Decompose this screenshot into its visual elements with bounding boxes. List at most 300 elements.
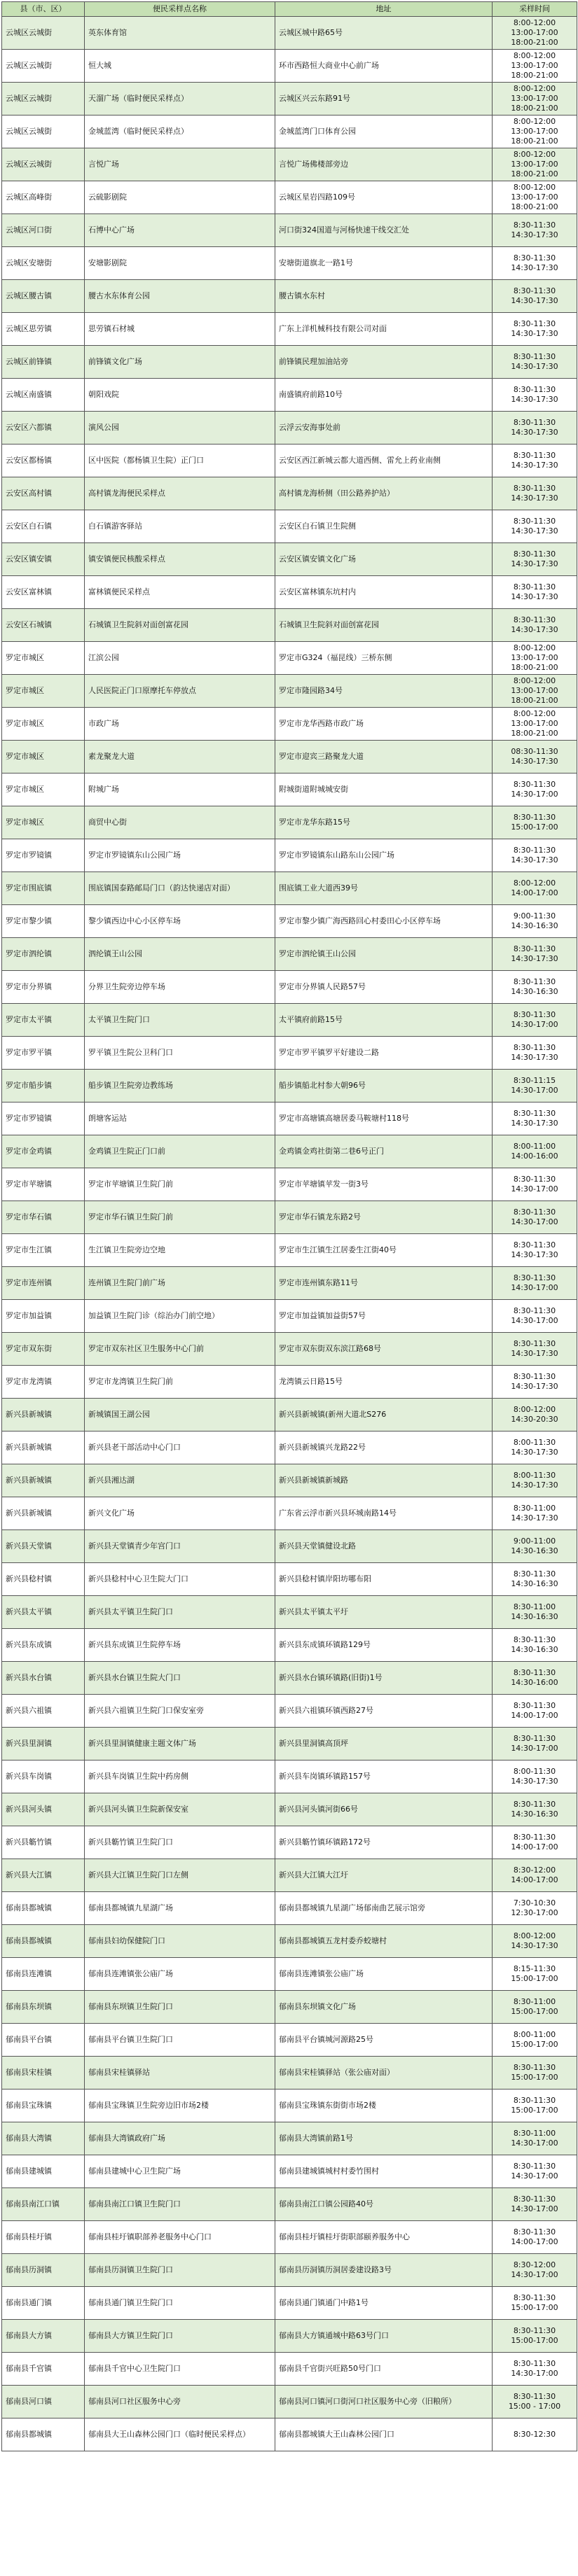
time-slot: 15:00-17:00 (511, 2073, 558, 2082)
site-name-cell: 罗定市双东社区卫生服务中心门前 (85, 1333, 275, 1366)
address-cell: 新兴县河头镇河街66号 (275, 1793, 493, 1826)
table-row (2, 313, 577, 346)
time-slot: 14:30-17:30 (511, 1513, 558, 1522)
site-name-cell: 镇安镇便民核酸采样点 (85, 543, 275, 576)
district-cell: 云安区富林镇 (2, 576, 85, 609)
time-cell (493, 905, 577, 938)
time-cell (493, 708, 577, 741)
time-cell (493, 1892, 577, 1925)
header-address: 地址 (275, 2, 493, 17)
table-row (2, 477, 577, 510)
time-slot: 18:00-21:00 (511, 663, 558, 672)
time-cell (493, 2287, 577, 2320)
time-cell (493, 741, 577, 774)
district-cell: 郁南县河口镇 (2, 2386, 85, 2418)
time-slot: 8:00-12:00 (513, 1931, 556, 1940)
address-cell: 云城区兴云东路91号 (275, 83, 493, 115)
time-slot: 14:30-17:30 (511, 1119, 558, 1128)
time-slot: 8:30-11:30 (513, 253, 556, 262)
time-cell (493, 247, 577, 280)
district-cell: 罗定市龙湾镇 (2, 1366, 85, 1399)
time-slot: 14:30-16:30 (511, 1579, 558, 1588)
time-slot: 18:00-21:00 (511, 136, 558, 146)
district-cell: 郁南县通门镇 (2, 2287, 85, 2320)
district-cell: 新兴县天堂镇 (2, 1530, 85, 1563)
time-cell (493, 642, 577, 675)
time-cell (493, 1859, 577, 1892)
site-name-cell: 新兴县东成镇卫生院停车场 (85, 1629, 275, 1662)
site-name-cell: 新兴县老干部活动中心门口 (85, 1432, 275, 1464)
time-cell (493, 971, 577, 1004)
time-slot: 8:30-11:30 (513, 1240, 556, 1250)
table-row (2, 148, 577, 181)
district-cell: 云城区云城街 (2, 83, 85, 115)
district-cell: 郁南县历洞镇 (2, 2254, 85, 2287)
time-slot: 8:00-12:00 (513, 150, 556, 159)
time-cell (493, 806, 577, 839)
time-slot: 14:30-16:30 (511, 1612, 558, 1621)
time-slot: 13:00-17:00 (511, 192, 558, 202)
district-cell: 罗定市双东街 (2, 1333, 85, 1366)
district-cell: 云安区六都镇 (2, 412, 85, 444)
time-cell (493, 181, 577, 214)
time-cell (493, 17, 577, 50)
time-slot: 8:00-11:00 (513, 2030, 556, 2039)
table-row (2, 905, 577, 938)
time-slot: 14:30-17:00 (511, 1184, 558, 1194)
site-name-cell: 腰古水东体育公园 (85, 280, 275, 313)
time-slot: 8:30-11:30 (513, 846, 556, 855)
district-cell: 新兴县簕竹镇 (2, 1826, 85, 1859)
address-cell: 罗定市华石镇龙东路2号 (275, 1201, 493, 1234)
time-slot: 8:30-11:30 (513, 1701, 556, 1710)
table-row (2, 2188, 577, 2221)
time-slot: 8:30-11:30 (513, 2359, 556, 2368)
site-name-cell: 郁南县建城中心卫生院广场 (85, 2155, 275, 2188)
site-name-cell: 罗定市苹塘镇卫生院门前 (85, 1168, 275, 1201)
table-row (2, 1497, 577, 1530)
site-name-cell: 分界卫生院旁边停车场 (85, 971, 275, 1004)
time-slot: 18:00-21:00 (511, 202, 558, 211)
time-slot: 8:30-11:30 (513, 1306, 556, 1315)
time-slot: 15:00-17:00 (511, 2007, 558, 2016)
table-row (2, 1004, 577, 1037)
time-cell (493, 675, 577, 708)
site-name-cell: 新兴县稔村中心卫生院大门口 (85, 1563, 275, 1596)
address-cell: 郁南县连滩镇张公庙广场 (275, 1958, 493, 1991)
table-row (2, 576, 577, 609)
time-slot: 14:30-17:30 (511, 461, 558, 470)
district-cell: 罗定市苹塘镇 (2, 1168, 85, 1201)
time-slot: 8:30-11:30 (513, 2162, 556, 2171)
time-slot: 8:00-11:30 (513, 1471, 556, 1480)
time-cell (493, 2155, 577, 2188)
time-cell (493, 2221, 577, 2254)
address-cell: 郁南县都城镇大王山森林公园门口 (275, 2418, 493, 2451)
time-slot: 8:00-11:00 (513, 1142, 556, 1151)
address-cell: 郁南县宝珠镇东街街市场2楼 (275, 2090, 493, 2122)
address-cell: 郁南县宋桂镇驿站（张公庙对面） (275, 2057, 493, 2090)
table-row (2, 1629, 577, 1662)
header-sampling-time: 采样时间 (493, 2, 577, 17)
header-district: 县（市、区） (2, 2, 85, 17)
time-slot: 8:00-12:00 (513, 643, 556, 652)
site-name-cell: 言悦广场 (85, 148, 275, 181)
time-slot: 8:30-11:30 (513, 1043, 556, 1052)
time-slot: 14:00-17:00 (511, 1842, 558, 1851)
site-name-cell: 云硫影剧院 (85, 181, 275, 214)
time-slot: 14:00-17:00 (511, 1875, 558, 1884)
site-name-cell: 新兴县湘达湖 (85, 1464, 275, 1497)
table-row (2, 708, 577, 741)
address-cell: 高村镇龙海桥侧（田公路养护站） (275, 477, 493, 510)
address-cell: 云城区星岩四路109号 (275, 181, 493, 214)
time-cell (493, 1563, 577, 1596)
district-cell: 罗定市城区 (2, 642, 85, 675)
district-cell: 郁南县都城镇 (2, 1925, 85, 1958)
district-cell: 罗定市泗纶镇 (2, 938, 85, 971)
table-row (2, 1793, 577, 1826)
table-row (2, 971, 577, 1004)
time-slot: 8:30-11:30 (513, 2063, 556, 2072)
address-cell: 郁南县都城镇九星湖广场郁南曲艺展示馆旁 (275, 1892, 493, 1925)
address-cell: 新兴县水台镇环镇路(旧街)1号 (275, 1662, 493, 1695)
time-cell (493, 839, 577, 872)
time-slot: 14:30-17:30 (511, 1349, 558, 1358)
time-slot: 8:30-11:30 (513, 977, 556, 986)
table-row (2, 741, 577, 774)
site-name-cell: 朗塘客运站 (85, 1102, 275, 1135)
district-cell: 云安区石城镇 (2, 609, 85, 642)
table-row (2, 444, 577, 477)
time-slot: 8:30-11:30 (513, 1800, 556, 1809)
site-name-cell: 新兴文化广场 (85, 1497, 275, 1530)
time-slot: 13:00-17:00 (511, 719, 558, 728)
table-row (2, 774, 577, 806)
time-cell (493, 83, 577, 115)
time-slot: 13:00-17:00 (511, 686, 558, 695)
site-name-cell: 天溜广场（临时便民采样点） (85, 83, 275, 115)
time-cell (493, 1102, 577, 1135)
time-cell (493, 1399, 577, 1432)
time-slot: 7:30-10:30 (513, 1898, 556, 1907)
time-slot: 8:30-11:30 (513, 780, 556, 789)
address-cell: 新兴县簕竹镇环镇路172号 (275, 1826, 493, 1859)
time-slot: 14:30-17:00 (511, 1744, 558, 1753)
table-row (2, 2320, 577, 2353)
sampling-sites-table (1, 1, 577, 2451)
site-name-cell: 新兴县簕竹镇卫生院门口 (85, 1826, 275, 1859)
time-slot: 8:00-11:30 (513, 1438, 556, 1447)
address-cell: 南盛镇府前路10号 (275, 379, 493, 412)
table-row (2, 1300, 577, 1333)
table-row (2, 872, 577, 905)
time-slot: 14:00-17:00 (511, 888, 558, 897)
district-cell: 郁南县连滩镇 (2, 1958, 85, 1991)
district-cell: 罗定市加益镇 (2, 1300, 85, 1333)
time-cell (493, 2386, 577, 2418)
time-slot: 8:30-11:30 (513, 286, 556, 295)
table-row (2, 2386, 577, 2418)
site-name-cell: 石博中心广场 (85, 214, 275, 247)
address-cell: 郁南县千官街兴旺路50号门口 (275, 2353, 493, 2386)
address-cell: 罗定市龙华西路市政广场 (275, 708, 493, 741)
site-name-cell: 罗定市龙湾镇卫生院门前 (85, 1366, 275, 1399)
time-slot: 8:30-11:30 (513, 2194, 556, 2204)
site-name-cell: 郁南县大方镇卫生院门口 (85, 2320, 275, 2353)
time-cell (493, 1728, 577, 1760)
address-cell: 云安区西江新城云都大道西侧、雷允上药业南侧 (275, 444, 493, 477)
table-row (2, 83, 577, 115)
table-row (2, 806, 577, 839)
address-cell: 新兴县新城镇新城路 (275, 1464, 493, 1497)
district-cell: 新兴县河头镇 (2, 1793, 85, 1826)
time-slot: 8:30-11:00 (513, 1602, 556, 1611)
district-cell: 郁南县宝珠镇 (2, 2090, 85, 2122)
time-cell (493, 543, 577, 576)
site-name-cell: 前锋镇文化广场 (85, 346, 275, 379)
table-row (2, 675, 577, 708)
site-name-cell: 安塘影剧院 (85, 247, 275, 280)
time-slot: 9:00-11:30 (513, 911, 556, 920)
table-row (2, 1859, 577, 1892)
site-name-cell: 英东体育馆 (85, 17, 275, 50)
site-name-cell: 黎少镇西边中心小区停车场 (85, 905, 275, 938)
address-cell: 郁南县建城镇城村村委竹围村 (275, 2155, 493, 2188)
time-slot: 8:30-11:30 (513, 1635, 556, 1644)
district-cell: 云安区高村镇 (2, 477, 85, 510)
district-cell: 云城区云城街 (2, 115, 85, 148)
district-cell: 新兴县稔村镇 (2, 1563, 85, 1596)
site-name-cell: 富林镇便民采样点 (85, 576, 275, 609)
site-name-cell: 金城蓝湾（临时便民采样点） (85, 115, 275, 148)
site-name-cell: 新兴县大江镇卫生院门口左侧 (85, 1859, 275, 1892)
time-cell (493, 2418, 577, 2451)
district-cell: 郁南县宋桂镇 (2, 2057, 85, 2090)
time-slot: 8:30-11:30 (513, 451, 556, 460)
district-cell: 罗定市生江镇 (2, 1234, 85, 1267)
time-slot: 14:30-16:30 (511, 921, 558, 930)
site-name-cell: 新兴县天堂镇青少年宫门口 (85, 1530, 275, 1563)
time-cell (493, 1135, 577, 1168)
address-cell: 云安区镇安镇文化广场 (275, 543, 493, 576)
time-slot: 14:30-17:30 (511, 592, 558, 601)
time-cell (493, 346, 577, 379)
table-row (2, 1728, 577, 1760)
district-cell: 郁南县桂圩镇 (2, 2221, 85, 2254)
district-cell: 新兴县里洞镇 (2, 1728, 85, 1760)
district-cell: 郁南县建城镇 (2, 2155, 85, 2188)
address-cell: 龙湾镇云日路15号 (275, 1366, 493, 1399)
time-slot: 14:00-16:00 (511, 1152, 558, 1161)
site-name-cell: 石城镇卫生院斜对面创富花园 (85, 609, 275, 642)
district-cell: 郁南县大湾镇 (2, 2122, 85, 2155)
time-slot: 8:30-11:30 (513, 1010, 556, 1019)
table-row (2, 1958, 577, 1991)
district-cell: 新兴县六祖镇 (2, 1695, 85, 1728)
time-slot: 14:30-17:00 (511, 1283, 558, 1292)
district-cell: 云城区思劳镇 (2, 313, 85, 346)
table-row (2, 1695, 577, 1728)
time-slot: 18:00-21:00 (511, 696, 558, 705)
time-slot: 18:00-21:00 (511, 729, 558, 738)
site-name-cell: 罗平镇卫生院公卫科门口 (85, 1037, 275, 1070)
time-slot: 14:30-17:30 (511, 263, 558, 272)
address-cell: 郁南县通门镇通门中路1号 (275, 2287, 493, 2320)
table-row (2, 346, 577, 379)
table-row (2, 2090, 577, 2122)
time-slot: 13:00-17:00 (511, 94, 558, 103)
time-cell (493, 510, 577, 543)
district-cell: 新兴县东成镇 (2, 1629, 85, 1662)
time-cell (493, 2024, 577, 2057)
time-slot: 14:30-17:00 (511, 1020, 558, 1029)
address-cell: 罗定市分界镇人民路57号 (275, 971, 493, 1004)
time-slot: 14:30-17:30 (511, 296, 558, 305)
address-cell: 郁南县河口镇河口街河口社区服务中心旁（旧粮所） (275, 2386, 493, 2418)
time-slot: 8:30-11:30 (513, 2227, 556, 2236)
time-cell (493, 2057, 577, 2090)
district-cell: 罗定市罗平镇 (2, 1037, 85, 1070)
site-name-cell: 加益镇卫生院门诊（综治办门前空地） (85, 1300, 275, 1333)
address-cell: 罗定市G324（福昆线）三桥东侧 (275, 642, 493, 675)
site-name-cell: 郁南县大王山森林公园门口（临时便民采样点） (85, 2418, 275, 2451)
time-slot: 8:30-11:30 (513, 1175, 556, 1184)
address-cell: 云安区白石镇卫生院侧 (275, 510, 493, 543)
time-slot: 8:30-11:30 (513, 418, 556, 427)
time-slot: 18:00-21:00 (511, 71, 558, 80)
table-row (2, 510, 577, 543)
site-name-cell: 郁南县宋桂镇驿站 (85, 2057, 275, 2090)
time-slot: 14:30-17:30 (511, 362, 558, 371)
district-cell: 罗定市连州镇 (2, 1267, 85, 1300)
address-cell: 环市西路恒大商业中心前广场 (275, 50, 493, 83)
table-row (2, 1070, 577, 1102)
table-row (2, 1037, 577, 1070)
district-cell: 云安区白石镇 (2, 510, 85, 543)
district-cell: 罗定市城区 (2, 741, 85, 774)
time-cell (493, 1826, 577, 1859)
time-slot: 8:30-11:30 (513, 517, 556, 526)
table-row (2, 1102, 577, 1135)
time-slot: 18:00-21:00 (511, 169, 558, 178)
site-name-cell: 罗定市华石镇卫生院门前 (85, 1201, 275, 1234)
table-row (2, 2254, 577, 2287)
time-slot: 8:30-11:30 (513, 2326, 556, 2335)
time-cell (493, 1596, 577, 1629)
time-slot: 8:30-11:30 (513, 1734, 556, 1743)
site-name-cell: 朝阳戏院 (85, 379, 275, 412)
time-slot: 12:30-17:00 (511, 1908, 558, 1917)
district-cell: 新兴县水台镇 (2, 1662, 85, 1695)
table-row (2, 1530, 577, 1563)
district-cell: 云城区云城街 (2, 148, 85, 181)
table-row (2, 2024, 577, 2057)
time-slot: 8:00-12:00 (513, 183, 556, 192)
time-slot: 13:00-17:00 (511, 127, 558, 136)
time-slot: 8:30-11:30 (513, 1273, 556, 1282)
address-cell: 郁南县都城镇五龙村委乔蛟塘村 (275, 1925, 493, 1958)
time-cell (493, 1695, 577, 1728)
time-cell (493, 1300, 577, 1333)
site-name-cell: 生江镇卫生院旁边空地 (85, 1234, 275, 1267)
time-slot: 14:30-17:30 (511, 1053, 558, 1062)
district-cell: 罗定市罗镜镇 (2, 839, 85, 872)
time-cell (493, 2320, 577, 2353)
time-slot: 14:30-17:00 (511, 2171, 558, 2180)
time-slot: 14:30-17:30 (511, 1448, 558, 1457)
address-cell: 石城镇卫生院斜对面创富花园 (275, 609, 493, 642)
time-cell (493, 1432, 577, 1464)
time-slot: 14:30-17:00 (511, 2369, 558, 2378)
address-cell: 罗定市罗镜镇东山路东山公园广场 (275, 839, 493, 872)
district-cell: 罗定市太平镇 (2, 1004, 85, 1037)
address-cell: 新兴县天堂镇健设北路 (275, 1530, 493, 1563)
time-slot: 14:30-17:30 (511, 1250, 558, 1259)
table-row (2, 1991, 577, 2024)
address-cell: 安塘街道旗北一路1号 (275, 247, 493, 280)
time-slot: 8:00-12:00 (513, 117, 556, 126)
table-row (2, 1432, 577, 1464)
site-name-cell: 罗定市罗镜镇东山公园广场 (85, 839, 275, 872)
time-slot: 8:00-12:00 (513, 709, 556, 718)
address-cell: 云安区富林镇东坑村内 (275, 576, 493, 609)
time-cell (493, 1267, 577, 1300)
table-row (2, 1333, 577, 1366)
time-cell (493, 214, 577, 247)
district-cell: 新兴县车岗镇 (2, 1760, 85, 1793)
address-cell: 新兴县六祖镇环镇西路27号 (275, 1695, 493, 1728)
time-cell (493, 148, 577, 181)
time-slot: 8:00-12:00 (513, 51, 556, 60)
site-name-cell: 市政广场 (85, 708, 275, 741)
address-cell: 罗定市迎宾三路聚龙大道 (275, 741, 493, 774)
table-row (2, 2122, 577, 2155)
district-cell: 罗定市船步镇 (2, 1070, 85, 1102)
time-cell (493, 609, 577, 642)
time-cell (493, 1793, 577, 1826)
table-row (2, 1563, 577, 1596)
time-slot: 8:00-12:00 (513, 676, 556, 685)
site-name-cell: 高村镇龙海便民采样点 (85, 477, 275, 510)
time-slot: 8:30-11:30 (513, 582, 556, 592)
district-cell: 郁南县南江口镇 (2, 2188, 85, 2221)
time-cell (493, 379, 577, 412)
table-row (2, 247, 577, 280)
time-slot: 8:30-11:30 (513, 352, 556, 361)
address-cell: 广东省云浮市新兴县环城南路14号 (275, 1497, 493, 1530)
time-cell (493, 1497, 577, 1530)
time-slot: 8:30-11:30 (513, 615, 556, 624)
time-slot: 9:00-11:00 (513, 1536, 556, 1546)
time-slot: 13:00-17:00 (511, 28, 558, 37)
site-name-cell: 新兴县六祖镇卫生院门口保安室旁 (85, 1695, 275, 1728)
site-name-cell: 围底镇国泰路邮局门口（韵达快递店对面） (85, 872, 275, 905)
address-cell: 罗定市泗纶镇王山公园 (275, 938, 493, 971)
table-row (2, 2287, 577, 2320)
site-name-cell: 区中医院（都杨镇卫生院）正门口 (85, 444, 275, 477)
table-row (2, 543, 577, 576)
header-row (2, 2, 577, 17)
address-cell: 腰古镇水东村 (275, 280, 493, 313)
site-name-cell: 郁南县东坝镇卫生院门口 (85, 1991, 275, 2024)
time-cell (493, 938, 577, 971)
time-slot: 15:00 - 17:00 (508, 2402, 561, 2411)
site-name-cell: 新兴县太平镇卫生院门口 (85, 1596, 275, 1629)
time-slot: 15:00-17:00 (511, 1974, 558, 1983)
district-cell: 罗定市城区 (2, 774, 85, 806)
site-name-cell: 郁南县连滩镇张公庙广场 (85, 1958, 275, 1991)
